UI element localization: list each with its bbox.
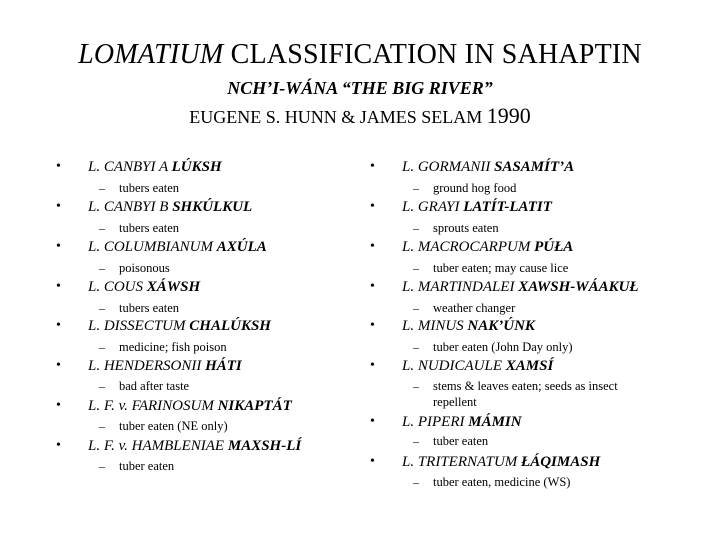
sahaptin-name: ŁÁQIMASH [521, 454, 601, 470]
dash: – [99, 261, 105, 275]
bullet: • [370, 414, 375, 429]
sahaptin-name: NIKAPTÁT [217, 398, 292, 414]
dash: – [413, 181, 419, 195]
species-line [88, 197, 252, 217]
usage-note: medicine; fish poison [119, 340, 227, 354]
dash: – [99, 301, 105, 315]
species-line [88, 436, 301, 456]
bullet: • [370, 279, 375, 294]
species-line [88, 277, 200, 297]
usage-note: tuber eaten (John Day only) [433, 340, 573, 354]
usage-note: poisonous [119, 261, 170, 275]
authors: EUGENE S. HUNN & JAMES SELAM [189, 107, 487, 127]
species-line [402, 356, 553, 376]
usage-note: sprouts eaten [433, 221, 499, 235]
bullet: • [370, 318, 375, 333]
species-line [402, 157, 574, 177]
dash: – [413, 434, 419, 448]
bullet: • [370, 159, 375, 174]
year: 1990 [486, 103, 531, 128]
species-line [402, 197, 552, 217]
species-name: L. HENDERSONII [88, 358, 206, 374]
species-line [88, 316, 271, 336]
dash: – [99, 379, 105, 393]
species-line [402, 412, 522, 432]
usage-note: stems & leaves eaten; seeds as insect [433, 379, 618, 393]
usage-note: tubers eaten [119, 301, 180, 315]
dash: – [99, 221, 105, 235]
sahaptin-name: CHALÚKSH [189, 318, 271, 334]
usage-note: tubers eaten [119, 181, 180, 195]
usage-note: tubers eaten [119, 221, 180, 235]
bullet: • [56, 318, 61, 333]
species-line [88, 157, 222, 177]
bullet: • [56, 279, 61, 294]
dash: – [413, 221, 419, 235]
bullet: • [56, 358, 61, 373]
species-line [402, 452, 600, 472]
species-line [402, 277, 639, 297]
usage-note: tuber eaten, medicine (WS) [433, 475, 571, 489]
species-name: L. GRAYI [402, 199, 464, 215]
dash: – [99, 181, 105, 195]
sahaptin-name: SASAMÍT’A [494, 159, 575, 175]
species-name: L. MACROCARPUM [402, 239, 535, 255]
authors-line [0, 104, 720, 129]
sahaptin-name: SHKÚLKUL [172, 199, 253, 215]
sahaptin-name: HÁTI [205, 358, 242, 374]
title-genus: LOMATIUM [78, 39, 224, 70]
bullet: • [370, 358, 375, 373]
bullet: • [56, 239, 61, 254]
species-name: L. F. v. HAMBLENIAE [88, 438, 228, 454]
bullet: • [56, 398, 61, 413]
sahaptin-name: PÚŁA [534, 239, 574, 255]
species-line [88, 396, 292, 416]
sahaptin-name: NAK’ÚNK [467, 318, 535, 334]
sahaptin-name: MÁMIN [468, 414, 522, 430]
usage-note: ground hog food [433, 181, 517, 195]
species-name: L. COUS [88, 279, 147, 295]
bullet: • [370, 239, 375, 254]
species-line [402, 316, 535, 336]
dash: – [99, 340, 105, 354]
sahaptin-name: XÁWSH [146, 279, 201, 295]
dash: – [413, 379, 419, 393]
bullet: • [56, 199, 61, 214]
title-rest: CLASSIFICATION IN SAHAPTIN [223, 39, 642, 70]
dash: – [413, 475, 419, 489]
dash: – [99, 459, 105, 473]
species-line [88, 237, 267, 257]
species-name: L. COLUMBIANUM [88, 239, 217, 255]
dash: – [413, 340, 419, 354]
usage-note: tuber eaten [433, 434, 489, 448]
species-name: L. GORMANII [402, 159, 495, 175]
species-line [402, 237, 573, 257]
dash: – [413, 301, 419, 315]
species-name: L. DISSECTUM [88, 318, 190, 334]
sahaptin-name: AXÚLA [216, 239, 267, 255]
species-name: L. CANBYI A [88, 159, 172, 175]
bullet: • [56, 438, 61, 453]
subtitle: NCH’I-WÁNA “THE BIG RIVER” [227, 78, 493, 98]
usage-note: tuber eaten [119, 459, 175, 473]
bullet: • [56, 159, 61, 174]
usage-note: tuber eaten (NE only) [119, 419, 228, 433]
species-name: L. PIPERI [402, 414, 469, 430]
species-name: L. CANBYI B [88, 199, 173, 215]
page-title [0, 38, 720, 72]
sahaptin-name: XAMSÍ [505, 358, 554, 374]
species-line [88, 356, 242, 376]
species-name: L. F. v. FARINOSUM [88, 398, 218, 414]
usage-note: weather changer [433, 301, 516, 315]
dash: – [99, 419, 105, 433]
usage-note-continued: repellent [433, 395, 477, 409]
species-name: L. MINUS [402, 318, 468, 334]
sahaptin-name: MAXSH-LÍ [227, 438, 302, 454]
sahaptin-name: LÚKSH [171, 159, 222, 175]
sahaptin-name: LATÍT-LATIT [463, 199, 552, 215]
species-name: L. NUDICAULE [402, 358, 506, 374]
usage-note: bad after taste [119, 379, 190, 393]
dash: – [413, 261, 419, 275]
usage-note: tuber eaten; may cause lice [433, 261, 569, 275]
species-name: L. TRITERNATUM [402, 454, 522, 470]
bullet: • [370, 199, 375, 214]
bullet: • [370, 454, 375, 469]
species-name: L. MARTINDALEI [402, 279, 519, 295]
sahaptin-name: XAWSH-WÁAKUŁ [518, 279, 639, 295]
